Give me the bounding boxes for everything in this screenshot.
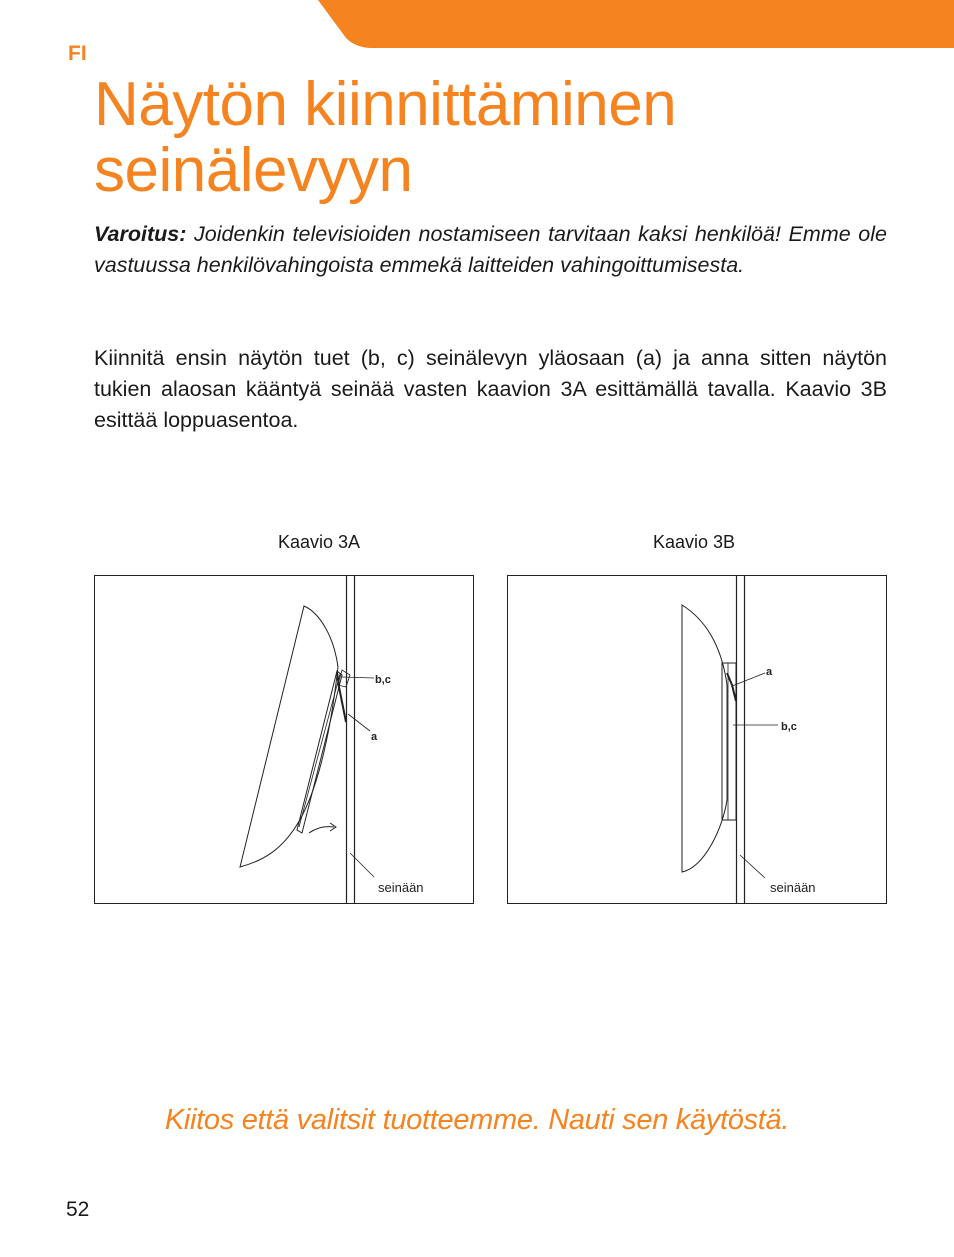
header-tab — [0, 0, 954, 50]
figure-3a-label-bc: b,c — [375, 674, 391, 686]
closing-text: Kiitos että valitsit tuotteemme. Nauti sen käytöstä. — [164, 1104, 790, 1136]
warning-label: Varoitus: — [94, 222, 187, 246]
figure-3b-caption: Kaavio 3B — [653, 532, 736, 552]
figure-3a-label-a: a — [371, 731, 378, 743]
instruction-paragraph: Kiinnitä ensin näytön tuet (b, c) seinälevyn yläosaan (a) ja anna sitten näytön tukien alaosan kääntyä seinää vasten kaavion 3A esittämällä tavalla. Kaavio 3B esittää loppuasentoa. — [94, 346, 887, 432]
figure-3a-diagram — [94, 575, 474, 904]
warning-paragraph — [94, 219, 887, 281]
warning-text: Joidenkin televisioiden nostamiseen tarvitaan kaksi henkilöä! Emme ole vastuussa henkilövahingoista emmekä laitteiden vahingoittumisesta. — [94, 222, 887, 277]
language-code: FI — [68, 42, 87, 65]
figure-3b-label-wall: seinään — [770, 880, 816, 895]
figure-3a-label-wall: seinään — [378, 880, 424, 895]
page-number: 52 — [66, 1198, 90, 1221]
figure-3a-caption: Kaavio 3A — [278, 532, 361, 552]
figure-3b-diagram — [507, 575, 887, 904]
page-title — [94, 72, 914, 204]
figure-3b-label-a: a — [766, 666, 773, 678]
page-title-line1: Näytön kiinnittäminen — [94, 70, 677, 139]
figure-3b-label-bc: b,c — [781, 721, 797, 733]
page-title-line2: seinälevyyn — [94, 136, 413, 205]
